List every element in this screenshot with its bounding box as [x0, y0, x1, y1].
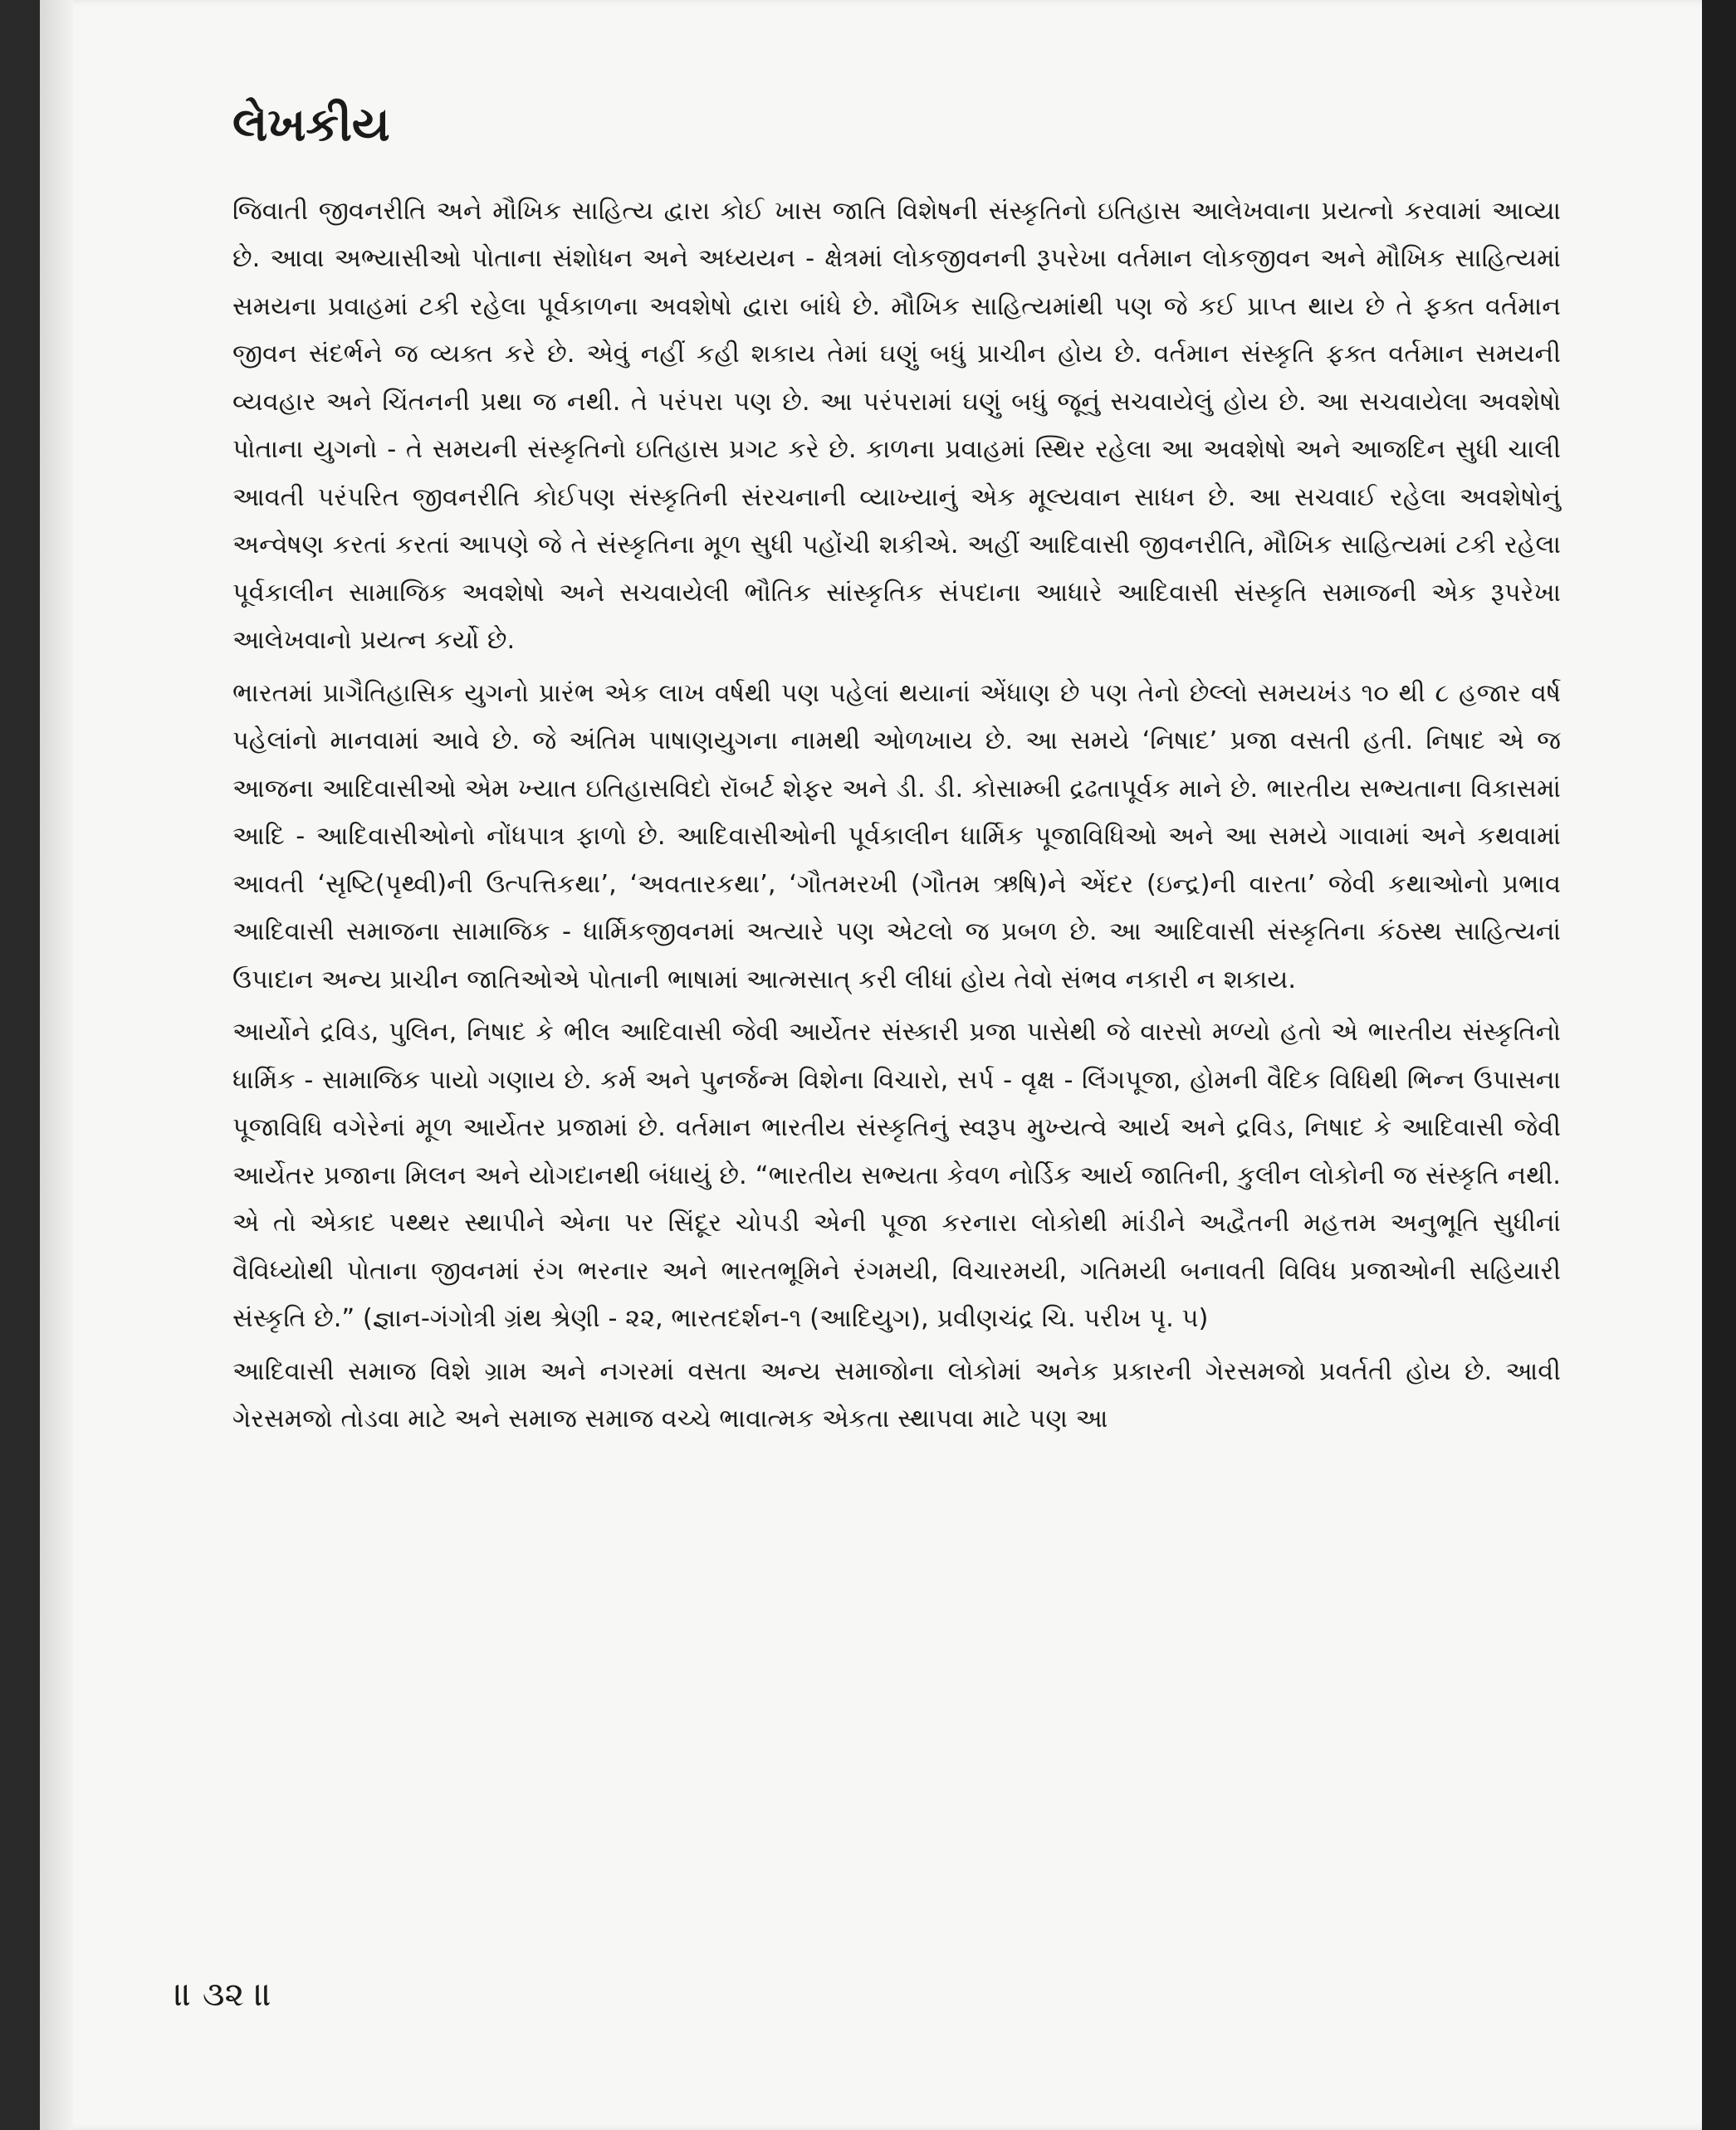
paragraph-4: આદિવાસી સમાજ વિશે ગ્રામ અને નગરમાં વસતા અન્ય સમાજોના લોકોમાં અનેક પ્રકારની ગેરસમજો પ્રવર્તતી હોય છે. આવી ગેરસમજો તોડવા માટે અને સમાજ સમાજ વચ્ચે ભાવાત્મક એકતા સ્થાપવા માટે પણ આ: [232, 1356, 1561, 1434]
paragraph-2: ભારતમાં પ્રાગૈતિહાસિક યુગનો પ્રારંભ એક લાખ વર્ષથી પણ પહેલાં થયાનાં એંધાણ છે પણ તેનો છેલ્લો સમયખંડ ૧૦ થી ૮ હજાર વર્ષ પહેલાંનો માનવામાં આવે છે. જે અંતિમ પાષાણયુગના નામથી ઓળખાય છે. આ સમયે ‘નિષાદ’ પ્રજા વસતી હતી. નિષાદ એ જ આજના આદિવાસીઓ એમ ખ્યાત ઇતિહાસવિદો રૉબર્ટ શેફર અને ડી. ડી. કોસામ્બી દ્રઢતાપૂર્વક માને છે. ભારતીય સભ્યતાના વિકાસમાં આદિ - આદિવાસીઓનો નોંધપાત્ર ફાળો છે. આદિવાસીઓની પૂર્વકાલીન ધાર્મિક પૂજાવિધિઓ અને આ સમયે ગાવામાં અને કથવામાં આવતી ‘સૃષ્ટિ(પૃથ્વી)ની ઉત્પત્તિકથા’, ‘અવતારકથા’, ‘ગૌતમરખી (ગૌતમ ઋષિ)ને એંદર (ઇન્દ્ર)ની વારતા’ જેવી કથાઓનો પ્રભાવ આદિવાસી સમાજના સામાજિક - ધાર્મિકજીવનમાં અત્યારે પણ એટલો જ પ્રબળ છે. આ આદિવાસી સંસ્કૃતિના કંઠસ્થ સાહિત્યનાં ઉપાદાન અન્ય પ્રાચીન જાતિઓએ પોતાની ભાષામાં આત્મસાત્ કરી લીધાં હોય તેવો સંભવ નકારી ન શકાય.: [232, 678, 1561, 994]
page-title: લેખકીય: [232, 98, 390, 152]
paragraph-3: આર્યોને દ્રવિડ, પુલિન, નિષાદ કે ભીલ આદિવાસી જેવી આર્યેતર સંસ્કારી પ્રજા પાસેથી જે વારસો મળ્યો હતો એ ભારતીય સંસ્કૃતિનો ધાર્મિક - સામાજિક પાયો ગણાય છે. કર્મ અને પુનર્જન્મ વિશેના વિચારો, સર્પ - વૃક્ષ - લિંગપૂજા, હોમની વૈદિક વિધિથી ભિન્ન ઉપાસના પૂજાવિધિ વગેરેનાં મૂળ આર્યેતર પ્રજામાં છે. વર્તમાન ભારતીય સંસ્કૃતિનું સ્વરૂપ મુખ્યત્વે આર્ય અને દ્રવિડ, નિષાદ કે આદિવાસી જેવી આર્યેતર પ્રજાના મિલન અને યોગદાનથી બંધાયું છે. “ભારતીય સભ્યતા કેવળ નોર્ડિક આર્ય જાતિની, કુલીન લોકોની જ સંસ્કૃતિ નથી. એ તો એકાદ પથ્થર સ્થાપીને એના પર સિંદૂર ચોપડી એની પૂજા કરનારા લોકોથી માંડીને અદ્વૈતની મહત્તમ અનુભૂતિ સુધીનાં વૈવિધ્યોથી પોતાના જીવનમાં રંગ ભરનાર અને ભારતભૂમિને રંગમયી, વિચારમયી, ગતિમયી બનાવતી વિવિધ પ્રજાઓની સહિયારી સંસ્કૃતિ છે.” (જ્ઞાન-ગંગોત્રી ગ્રંથ શ્રેણી - ૨૨, ભારતદર્શન-૧ (આદિયુગ), પ્રવીણચંદ્ર ચિ. પરીખ પૃ. ૫): [232, 1018, 1561, 1334]
scan-edge: [1702, 0, 1736, 2130]
paragraph-1: જિવાતી જીવનરીતિ અને મૌખિક સાહિત્ય દ્વારા કોઈ ખાસ જાતિ વિશેષની સંસ્કૃતિનો ઇતિહાસ આલેખવાના પ્રયત્નો કરવામાં આવ્યા છે. આવા અભ્યાસીઓ પોતાના સંશોધન અને અધ્યયન - ક્ષેત્રમાં લોકજીવનની રૂપરેખા વર્તમાન લોકજીવન અને મૌખિક સાહિત્યમાં સમયના પ્રવાહમાં ટકી રહેલા પૂર્વકાળના અવશેષો દ્વારા બાંધે છે. મૌખિક સાહિત્યમાંથી પણ જે કઈ પ્રાપ્ત થાય છે તે ફક્ત વર્તમાન જીવન સંદર્ભને જ વ્યક્ત કરે છે. એવું નહીં કહી શકાય તેમાં ઘણું બધું પ્રાચીન હોય છે. વર્તમાન સંસ્કૃતિ ફક્ત વર્તમાન સમયની વ્યવહાર અને ચિંતનની પ્રથા જ નથી. તે પરંપરા પણ છે. આ પરંપરામાં ઘણું બધું જૂનું સચવાયેલું હોય છે. આ સચવાયેલા અવશેષો પોતાના યુગનો - તે સમયની સંસ્કૃતિનો ઇતિહાસ પ્રગટ કરે છે. કાળના પ્રવાહમાં સ્થિર રહેલા આ અવશેષો અને આજદિન સુધી ચાલી આવતી પરંપરિત જીવનરીતિ કોઈપણ સંસ્કૃતિની સંરચનાની વ્યાખ્યાનું એક મૂલ્યવાન સાધન છે. આ સચવાઈ રહેલા અવશેષોનું અન્વેષણ કરતાં કરતાં આપણે જે તે સંસ્કૃતિના મૂળ સુધી પહોંચી શકીએ. અહીં આદિવાસી જીવનરીતિ, મૌખિક સાહિત્યમાં ટકી રહેલા પૂર્વકાલીન સામાજિક અવશેષો અને સચવાયેલી ભૌતિક સાંસ્કૃતિક સંપદાના આધારે આદિવાસી સંસ્કૃતિ સમાજની એક રૂપરેખા આલેખવાનો પ્રયત્ન કર્યો છે.: [232, 196, 1561, 656]
page-number: ॥ ૩૨ ॥: [174, 1976, 272, 2014]
page-content: [232, 100, 1561, 1448]
page-binding-shadow: [40, 0, 73, 2130]
